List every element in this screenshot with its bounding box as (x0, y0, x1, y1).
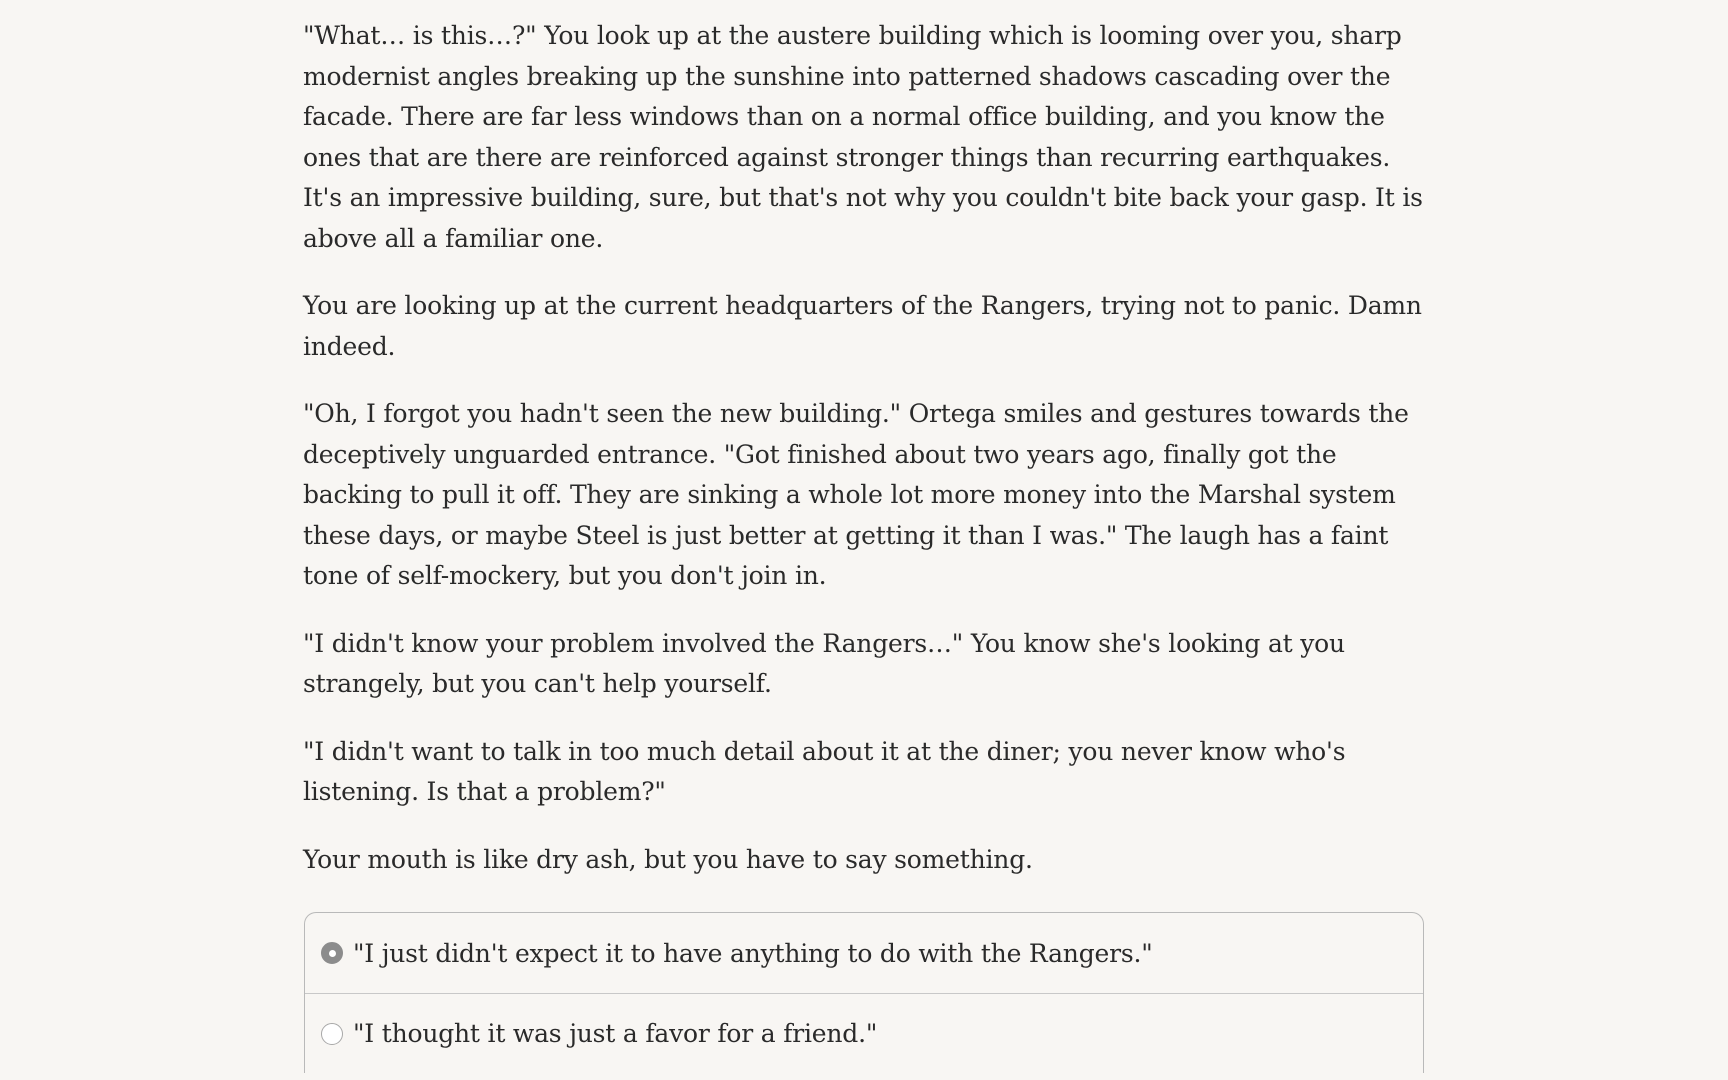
choice-option[interactable] (305, 993, 1423, 1073)
choice-label: "I just didn't expect it to have anything to do with the Rangers." (353, 938, 1153, 968)
story-paragraph: "I didn't want to talk in too much detail about it at the diner; you never know who's listening. Is that a problem?" (303, 736, 1346, 806)
story-text (303, 16, 1425, 907)
story-paragraph: Your mouth is like dry ash, but you have to say something. (303, 844, 1033, 874)
story-paragraph: "Oh, I forgot you hadn't seen the new building." Ortega smiles and gestures towards the deceptively unguarded entrance. "Got finished about two years ago, finally got the backing to pull it off. They are sinking a whole lot more money into the Marshal system these days, or maybe Steel is just better at getting it than I was." The laugh has a faint tone of self-mockery, but you don't join in. (303, 399, 1409, 590)
story-paragraph: "I didn't know your problem involved the Rangers…" You know she's looking at you strangely, but you can't help yourself. (303, 628, 1345, 698)
story-paragraph: You are looking up at the current headquarters of the Rangers, trying not to panic. Damn indeed. (303, 291, 1422, 361)
story-paragraph: "What… is this…?" You look up at the austere building which is looming over you, sharp modernist angles breaking up the sunshine into patterned shadows cascading over the facade. There are far less windows than on a normal office building, and you know the ones that are there are reinforced against stronger things than recurring earthquakes. It's an impressive building, sure, but that's not why you couldn't bite back your gasp. It is above all a familiar one. (303, 21, 1423, 253)
choice-option[interactable] (305, 913, 1423, 993)
choice-list (304, 912, 1424, 1073)
choice-label: "I thought it was just a favor for a friend." (353, 1019, 878, 1048)
radio-unselected-icon[interactable] (321, 1023, 343, 1045)
radio-selected-icon[interactable] (321, 942, 343, 964)
